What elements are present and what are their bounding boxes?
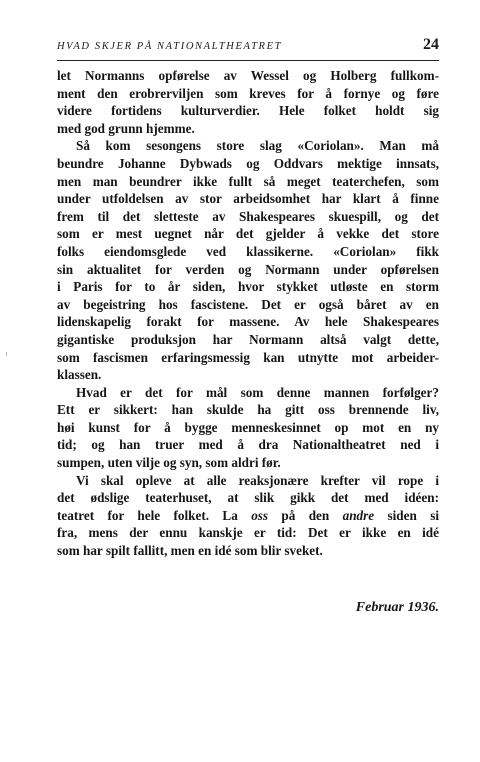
text-line: under utfoldelsen av stor arbeidsomhet har klart å finne — [57, 191, 439, 207]
text-line: videre fortidens kulturverdier. Hele folket holdt sig — [57, 103, 439, 119]
text-line: Så kom sesongens store slag «Coriolan». Man må — [76, 138, 439, 154]
text-line: med god grunn hjemme. — [57, 120, 195, 136]
text-line: i Paris for to år siden, hvor stykket utløste en storm — [57, 279, 439, 295]
text-line: høi kunst for å bygge menneskesinnet op mot en ny — [57, 419, 439, 435]
running-title: HVAD SKJER PÅ NATIONALTHEATRET — [57, 41, 283, 52]
text-line: Ett er sikkert: han skulde ha gitt oss brennende liv, — [57, 402, 439, 418]
text-line: som er mest uegnet når det gjelder å vekke det store — [57, 226, 439, 242]
text-line: ment den erobrerviljen som kreves for å fornye og føre — [57, 85, 439, 101]
text-line: gigantiske produksjon har Normann altså valgt dette, — [57, 331, 439, 347]
header-rule — [57, 60, 439, 61]
text-line: klassen. — [57, 367, 102, 383]
text-line: sumpen, uten vilje og syn, som aldri før. — [57, 455, 281, 471]
text-line: av begeistring hos fascistene. Det er også båret av en — [57, 296, 439, 312]
text-line: folks eiendomsglede ved klassikerne. «Coriolan» fikk — [57, 243, 439, 259]
text-line: teatret for hele folket. La oss på den andre siden si — [57, 507, 440, 523]
text-line: beundre Johanne Dybwads og Oddvars mektige innsats, — [57, 155, 439, 171]
date-signature: Februar 1936. — [355, 600, 439, 615]
text-line: Vi skal opleve at alle reaksjonære krefter vil rope i — [76, 472, 439, 488]
text-line: let Normanns opførelse av Wessel og Holberg fullkom- — [57, 68, 439, 83]
article-body — [57, 67, 439, 560]
text-line: sin aktualitet for verden og Normann under opførelsen — [57, 261, 439, 277]
text-line: lidenskapelig forakt for massene. Av hele Shakespeares — [57, 314, 439, 330]
text-line: det ødslige teaterhuset, at slik gikk det med idéen: — [57, 490, 439, 506]
text-line: fra, mens der ennu kanskje er tid: Det er ikke en idé — [57, 525, 439, 541]
page-header — [57, 36, 439, 58]
text-line: men man beundrer ikke fullt så meget teaterchefen, som — [57, 173, 439, 189]
text-line: tid; og han truer med å dra Nationaltheatret ned i — [57, 437, 439, 453]
text-line: Hvad er det for mål som denne mannen forfølger? — [76, 384, 439, 400]
scan-edge-mark — [6, 352, 10, 356]
text-line: som har spilt fallitt, men en idé som blir sveket. — [57, 543, 323, 559]
page-number: 24 — [423, 36, 439, 53]
text-line: som fascismen erfaringsmessig kan utnytte mot arbeider- — [57, 349, 439, 365]
text-line: frem til det sletteste av Shakespeares skuespill, og det — [57, 208, 439, 224]
